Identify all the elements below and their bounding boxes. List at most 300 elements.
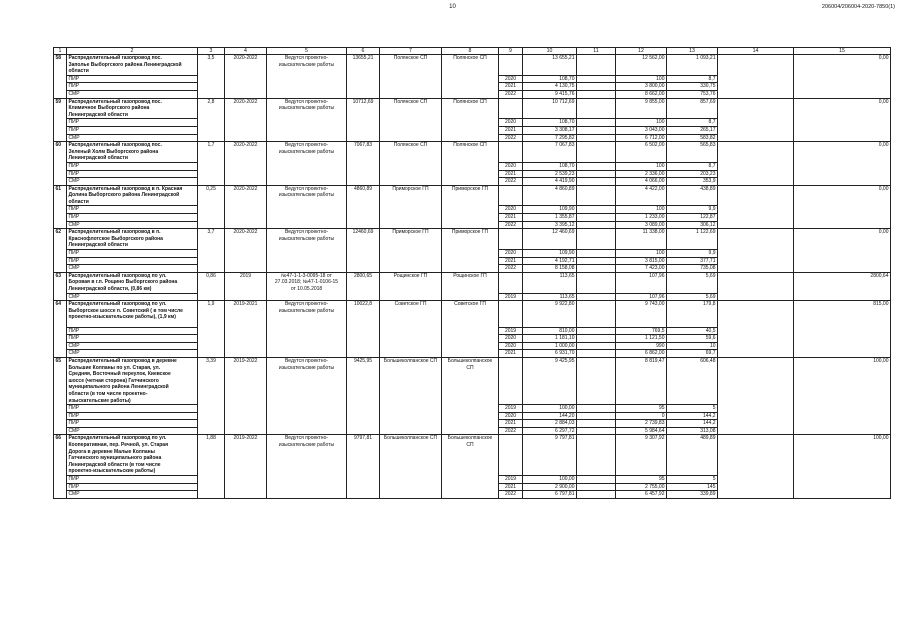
stage-col13: 59,6: [667, 335, 718, 343]
project-period: 2020-2022: [225, 229, 267, 273]
project-total-col12: 9 743,00: [616, 301, 667, 327]
project-number: 62: [54, 229, 67, 273]
project-status: [267, 55, 347, 99]
stage-col10: 4 419,90: [523, 178, 577, 186]
project-total-col12: 6 502,00: [616, 142, 667, 163]
project-row: [54, 301, 891, 327]
stage-col10: 108,70: [523, 75, 577, 83]
text-line: изыскательские работы: [278, 364, 335, 371]
project-col14: [718, 229, 794, 273]
project-total-col10: 4 860,89: [523, 185, 577, 206]
project-col14: [718, 185, 794, 229]
stage-year: 2021: [499, 420, 523, 428]
project-name: [67, 98, 198, 119]
stage-col11: [577, 476, 616, 484]
stage-col10: 7 295,82: [523, 134, 577, 142]
project-row: [54, 98, 891, 119]
project-length: 0,25: [198, 185, 225, 229]
text-line: проектно-изыскательские работы): [68, 468, 156, 475]
project-period: 2019: [225, 272, 267, 300]
project-total-col10: 113,65: [523, 272, 577, 293]
column-number: 10: [523, 48, 577, 55]
project-total-col13: 489,89: [667, 435, 718, 476]
project-total-col10: 13 655,21: [523, 55, 577, 76]
project-status: [267, 229, 347, 273]
column-number: 4: [225, 48, 267, 55]
stage-col11: [577, 335, 616, 343]
column-number: 9: [499, 48, 523, 55]
stage-year: 2021: [499, 126, 523, 134]
column-number: 7: [380, 48, 442, 55]
project-total-col10: 9 425,95: [523, 357, 577, 404]
stage-col12: 1 233,00: [616, 214, 667, 222]
project-name: [67, 55, 198, 76]
text-line: области: [68, 68, 89, 75]
stage-col10: 2 884,03: [523, 420, 577, 428]
project-year: [499, 229, 523, 250]
text-line: Распределительный газопровод в п. Красная: [68, 185, 183, 192]
stage-year: 2020: [499, 250, 523, 258]
project-number: 63: [54, 272, 67, 300]
stage-col11: [577, 83, 616, 91]
project-municipality: Приморское ГП: [442, 229, 499, 273]
stage-col11: [577, 134, 616, 142]
stage-col12: 6 862,00: [616, 350, 667, 358]
stage-label: ПИР: [67, 206, 198, 214]
project-number: 60: [54, 142, 67, 186]
project-col11: [577, 55, 616, 76]
project-total-col10: 7 067,83: [523, 142, 577, 163]
stage-col13: 122,87: [667, 214, 718, 222]
project-total-col15: 100,00: [794, 435, 891, 498]
stage-col12: 95: [616, 405, 667, 413]
project-col11: [577, 272, 616, 293]
stage-label: СМР: [67, 90, 198, 98]
project-total-col10: 9 922,80: [523, 301, 577, 327]
project-total-col15: 2800,64: [794, 272, 891, 300]
stage-col10: 1 355,87: [523, 214, 577, 222]
stage-col13: 9,9: [667, 250, 718, 258]
column-number: 5: [267, 48, 347, 55]
project-row: [54, 229, 891, 250]
project-year: [499, 55, 523, 76]
column-number: 14: [718, 48, 794, 55]
project-col14: [718, 357, 794, 435]
project-status: [267, 98, 347, 142]
stage-year: 2020: [499, 412, 523, 420]
project-period: 2019-2022: [225, 357, 267, 435]
stage-year: 2022: [499, 134, 523, 142]
stage-col13: 145: [667, 483, 718, 491]
stage-col10: 109,90: [523, 206, 577, 214]
project-cost: 12460,69: [347, 229, 380, 273]
stage-col11: [577, 90, 616, 98]
stage-col12: 0: [616, 412, 667, 420]
project-length: 1,9: [198, 301, 225, 358]
stage-col12: 7 423,00: [616, 265, 667, 273]
project-cost: 9425,95: [347, 357, 380, 435]
column-number: 6: [347, 48, 380, 55]
project-period: 2020-2022: [225, 185, 267, 229]
project-col14: [718, 301, 794, 358]
project-district: Полянское СП: [380, 98, 442, 142]
stage-label: ПИР: [67, 250, 198, 258]
stage-col11: [577, 342, 616, 350]
stage-col12: 6 712,00: [616, 134, 667, 142]
stage-col10: 3 395,12: [523, 221, 577, 229]
stage-year: 2022: [499, 491, 523, 499]
stage-year: 2019: [499, 476, 523, 484]
stage-year: 2022: [499, 265, 523, 273]
stage-col10: 100,00: [523, 476, 577, 484]
stage-col11: [577, 265, 616, 273]
project-period: 2019-2022: [225, 435, 267, 498]
project-number: 65: [54, 357, 67, 435]
project-year: [499, 272, 523, 293]
project-cost: 4860,89: [347, 185, 380, 229]
project-length: 1,7: [198, 142, 225, 186]
project-col14: [718, 435, 794, 498]
stage-col13: 753,76: [667, 90, 718, 98]
project-cost: 7067,83: [347, 142, 380, 186]
text-line: Ленинградской области: [68, 111, 128, 118]
project-name: [67, 142, 198, 163]
text-line: Зеленый Холм Выборгского района: [68, 148, 159, 155]
stage-label: СМР: [67, 350, 198, 358]
text-line: Ленинградской области (в том числе: [68, 461, 161, 468]
stage-col10: 2 900,00: [523, 483, 577, 491]
project-district: Большеколпанское СП: [380, 435, 442, 498]
column-number: 12: [616, 48, 667, 55]
project-municipality: Рощинское ГП: [442, 272, 499, 300]
stage-year: 2019: [499, 405, 523, 413]
project-total-col12: 8 819,47: [616, 357, 667, 404]
project-year: [499, 301, 523, 327]
text-line: изыскательские работы: [278, 307, 335, 314]
project-status: [267, 272, 347, 300]
stage-col13: 8,7: [667, 75, 718, 83]
stage-col13: 8,7: [667, 119, 718, 127]
stage-year: 2019: [499, 293, 523, 301]
stage-col12: 990: [616, 342, 667, 350]
project-name: [67, 185, 198, 206]
stage-label: ПИР: [67, 162, 198, 170]
stage-label: СМР: [67, 134, 198, 142]
text-line: Большие Колпаны по ул. Старая, ул.: [68, 364, 161, 371]
project-cost: 10712,69: [347, 98, 380, 142]
stage-col11: [577, 491, 616, 499]
stage-col12: 100: [616, 206, 667, 214]
text-line: Распределительный газопровод в п.: [68, 229, 161, 236]
project-col11: [577, 185, 616, 206]
document-id: 206004/206004-2020-7850(1): [821, 4, 895, 10]
stage-col12: 2 739,83: [616, 420, 667, 428]
stage-col12: 3 089,00: [616, 221, 667, 229]
stage-col12: 3 815,00: [616, 257, 667, 265]
text-line: шоссе (четная сторона) Гатчинского: [68, 377, 159, 384]
project-total-col13: 5,69: [667, 272, 718, 293]
stage-col10: 4 192,71: [523, 257, 577, 265]
project-period: 2020-2022: [225, 55, 267, 99]
stage-year: 2021: [499, 83, 523, 91]
text-line: изыскательские работы: [278, 192, 335, 199]
project-total-col15: 0,00: [794, 142, 891, 186]
stage-col12: 4 066,00: [616, 178, 667, 186]
text-line: Распределительный газопровод пос.: [68, 55, 162, 61]
stage-label: ПИР: [67, 335, 198, 343]
project-length: 1,88: [198, 435, 225, 498]
stage-col10: 6 797,81: [523, 491, 577, 499]
text-line: Ведутся проектно-: [284, 301, 329, 308]
text-line: Ленинградской области: [68, 242, 128, 249]
text-line: Ведутся проектно-: [284, 98, 329, 105]
column-number: 11: [577, 48, 616, 55]
text-line: проектно-изыскательские работы), (1,9 км): [68, 314, 176, 321]
stage-col13: 5: [667, 405, 718, 413]
stage-col11: [577, 75, 616, 83]
stage-col10: 4 130,75: [523, 83, 577, 91]
project-col11: [577, 98, 616, 119]
stage-col10: 144,20: [523, 412, 577, 420]
stage-col11: [577, 126, 616, 134]
stage-col13: 313,08: [667, 427, 718, 435]
stage-col12: 95: [616, 476, 667, 484]
project-total-col15: 0,00: [794, 229, 891, 273]
project-number: 58: [54, 55, 67, 99]
stage-col11: [577, 405, 616, 413]
stage-year: 2021: [499, 170, 523, 178]
text-line: №47-1-1-3-0095-18 от: [281, 272, 332, 279]
project-col11: [577, 357, 616, 404]
text-line: Ведутся проектно-: [284, 55, 329, 61]
stage-col11: [577, 206, 616, 214]
stage-col10: 2 539,23: [523, 170, 577, 178]
stage-col13: 10: [667, 342, 718, 350]
stage-col13: 306,12: [667, 221, 718, 229]
stage-col10: 109,90: [523, 250, 577, 258]
stage-col12: 3 800,00: [616, 83, 667, 91]
stage-col12: 3 043,00: [616, 126, 667, 134]
project-name: [67, 301, 198, 327]
stage-col11: [577, 119, 616, 127]
stage-col13: 9,9: [667, 206, 718, 214]
column-number: 1: [54, 48, 67, 55]
project-status: [267, 435, 347, 498]
project-col14: [718, 98, 794, 142]
stage-col13: 5: [667, 476, 718, 484]
stage-label: СМР: [67, 265, 198, 273]
stage-label: ПИР: [67, 119, 198, 127]
stage-col10: 113,65: [523, 293, 577, 301]
project-municipality: Большеколпанское СП: [442, 435, 499, 498]
text-line: Распределительный газопровод в деревне: [68, 357, 177, 364]
stage-year: 2022: [499, 178, 523, 186]
text-line: Климичное Выборгского района: [68, 105, 150, 112]
stage-label: ПИР: [67, 405, 198, 413]
project-year: [499, 98, 523, 119]
text-line: Краснофлотское Выборгского района: [68, 235, 163, 242]
project-col14: [718, 142, 794, 186]
project-col11: [577, 435, 616, 476]
project-total-col13: 565,83: [667, 142, 718, 163]
project-row: [54, 435, 891, 476]
page-number: 10: [449, 4, 456, 10]
project-status: [267, 185, 347, 229]
stage-col11: [577, 420, 616, 428]
project-number: 66: [54, 435, 67, 498]
column-number-row: [54, 48, 891, 55]
column-number: 3: [198, 48, 225, 55]
stage-col13: 353,9: [667, 178, 718, 186]
project-col11: [577, 301, 616, 327]
stage-col12: 2 336,00: [616, 170, 667, 178]
stage-col11: [577, 162, 616, 170]
stage-col10: 6 931,70: [523, 350, 577, 358]
stage-col10: 1 181,10: [523, 335, 577, 343]
projects-table: [53, 47, 891, 499]
stage-year: 2021: [499, 483, 523, 491]
stage-col11: [577, 427, 616, 435]
text-line: Распределительный газопровод пос.: [68, 98, 162, 105]
stage-year: 2022: [499, 427, 523, 435]
stage-label: ПИР: [67, 420, 198, 428]
project-total-col13: 1 122,69: [667, 229, 718, 250]
stage-col13: 583,82: [667, 134, 718, 142]
projects-table-container: [53, 47, 890, 499]
stage-year: 2022: [499, 90, 523, 98]
stage-year: 2020: [499, 335, 523, 343]
stage-label: ПИР: [67, 412, 198, 420]
text-line: Выборгское шоссе п. Советский ( в том числе: [68, 307, 183, 314]
stage-label: ПИР: [67, 257, 198, 265]
project-col14: [718, 272, 794, 300]
stage-col12: 2 755,00: [616, 483, 667, 491]
project-row: [54, 185, 891, 206]
stage-col12: 6 457,92: [616, 491, 667, 499]
text-line: Ведутся проектно-: [284, 229, 329, 236]
stage-label: СМР: [67, 342, 198, 350]
stage-col10: 108,70: [523, 162, 577, 170]
text-line: 27.03.2018; №47-1-0106-15: [274, 279, 339, 286]
stage-label: СМР: [67, 293, 198, 301]
project-number: 59: [54, 98, 67, 142]
project-municipality: Приморское ГП: [442, 185, 499, 229]
project-name: [67, 357, 198, 404]
project-total-col13: 179,8: [667, 301, 718, 327]
text-line: Гатчинского муниципального района: [68, 455, 162, 462]
stage-year: 2021: [499, 257, 523, 265]
project-district: Полянское СП: [380, 142, 442, 186]
stage-label: ПИР: [67, 476, 198, 484]
column-number: 2: [67, 48, 198, 55]
project-district: Приморское ГП: [380, 229, 442, 273]
text-line: изыскательские работы: [278, 235, 335, 242]
text-line: Боровая в г.п. Рощино Выборгского района: [68, 279, 178, 286]
project-municipality: Полянское СП: [442, 98, 499, 142]
project-municipality: Полянское СП: [442, 142, 499, 186]
stage-col13: 377,71: [667, 257, 718, 265]
stage-col13: 40,5: [667, 327, 718, 335]
project-total-col15: 815,00: [794, 301, 891, 358]
project-row: [54, 357, 891, 404]
text-line: Распределительный газопровод по ул.: [68, 435, 167, 442]
text-line: изыскательские работы: [278, 61, 335, 68]
stage-year: 2022: [499, 221, 523, 229]
project-district: Большеколпанское СП: [380, 357, 442, 435]
stage-col12: 1 121,50: [616, 335, 667, 343]
stage-col11: [577, 293, 616, 301]
column-number: 8: [442, 48, 499, 55]
project-municipality: Советское ГП: [442, 301, 499, 358]
stage-year: 2020: [499, 206, 523, 214]
project-name: [67, 435, 198, 476]
stage-label: ПИР: [67, 75, 198, 83]
project-status: [267, 301, 347, 358]
stage-col10: 3 308,17: [523, 126, 577, 134]
column-number: 15: [794, 48, 891, 55]
stage-col12: 100: [616, 162, 667, 170]
project-total-col13: 857,69: [667, 98, 718, 119]
project-length: 0,86: [198, 272, 225, 300]
project-total-col15: 100,00: [794, 357, 891, 435]
stage-col13: 735,08: [667, 265, 718, 273]
stage-label: ПИР: [67, 83, 198, 91]
project-total-col15: 0,00: [794, 55, 891, 99]
project-municipality: Полянское СП: [442, 55, 499, 99]
stage-col10: 100,00: [523, 405, 577, 413]
project-row: [54, 272, 891, 293]
text-line: области: [68, 198, 89, 205]
project-number: 64: [54, 301, 67, 358]
stage-col13: 144,2: [667, 412, 718, 420]
project-name: [67, 272, 198, 293]
project-district: Приморское ГП: [380, 185, 442, 229]
text-line: области (в том числе проектно-: [68, 390, 148, 397]
stage-col12: 5 984,64: [616, 427, 667, 435]
text-line: изыскательские работы: [278, 105, 335, 112]
stage-col12: 100: [616, 119, 667, 127]
text-line: Ведутся проектно-: [284, 435, 329, 442]
stage-col11: [577, 221, 616, 229]
project-total-col10: 9 797,81: [523, 435, 577, 476]
stage-year: 2021: [499, 350, 523, 358]
project-total-col12: 11 338,00: [616, 229, 667, 250]
text-line: Распределительный газопровод пос.: [68, 142, 162, 149]
stage-col11: [577, 412, 616, 420]
project-total-col13: 438,89: [667, 185, 718, 206]
stage-year: 2020: [499, 119, 523, 127]
project-total-col10: 10 712,69: [523, 98, 577, 119]
stage-year: 2020: [499, 162, 523, 170]
project-district: Рощинское ГП: [380, 272, 442, 300]
stage-label: ПИР: [67, 126, 198, 134]
project-year: [499, 357, 523, 404]
stage-col13: 339,89: [667, 491, 718, 499]
text-line: Ленинградской области: [68, 155, 128, 162]
stage-col13: 8,7: [667, 162, 718, 170]
stage-year: 2021: [499, 214, 523, 222]
stage-col13: 69,7: [667, 350, 718, 358]
text-line: Ведутся проектно-: [284, 142, 329, 149]
text-line: изыскательские работы: [278, 148, 335, 155]
stage-label: ПИР: [67, 327, 198, 335]
project-total-col12: 9 307,92: [616, 435, 667, 476]
stage-col11: [577, 483, 616, 491]
project-total-col10: 12 460,69: [523, 229, 577, 250]
stage-label: СМР: [67, 178, 198, 186]
text-line: Заполье Выборгского района Ленинградской: [68, 61, 182, 68]
project-total-col12: 107,96: [616, 272, 667, 293]
